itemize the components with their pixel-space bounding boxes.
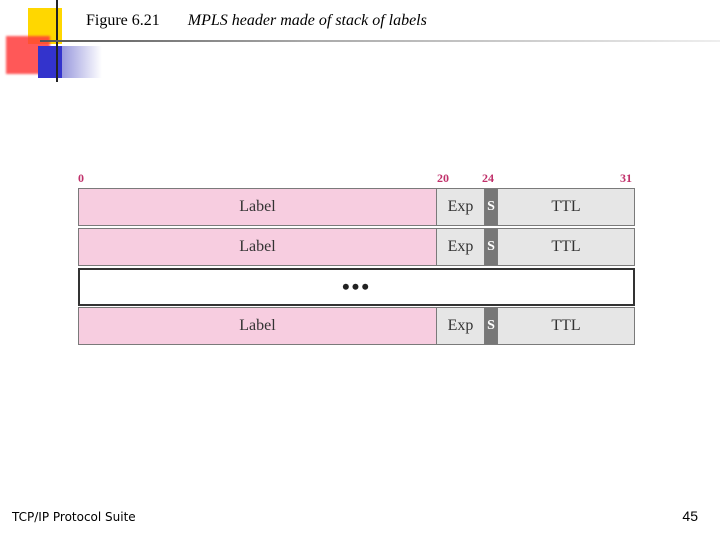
slide-title [86,12,427,30]
ttl-field: TTL [498,189,634,225]
exp-field: Exp [437,189,485,225]
page-number: 45 [682,508,698,524]
label-field: Label [79,308,437,344]
ttl-field: TTL [498,229,634,265]
figure-caption: MPLS header made of stack of labels [187,12,427,29]
label-entry-2 [78,228,635,266]
bit-position-0: 0 [78,171,84,185]
bit-position-20: 20 [437,171,449,185]
label-entry-1 [78,188,635,226]
decor-blue-fade [62,46,102,78]
exp-field: Exp [437,308,485,344]
bit-position-24: 24 [482,171,494,185]
label-entry-3 [78,307,635,345]
ellipsis-row: ••• [78,268,635,306]
exp-field: Exp [437,229,485,265]
figure-number: Figure 6.21 [86,12,160,29]
ttl-field: TTL [498,308,634,344]
footer-source: TCP/IP Protocol Suite [12,510,136,524]
decor-blue-square [38,46,62,78]
s-field: S [485,308,498,344]
label-field: Label [79,229,437,265]
label-field: Label [79,189,437,225]
bit-position-31: 31 [620,171,632,185]
s-field: S [485,229,498,265]
s-field: S [485,189,498,225]
decor-horizontal-line [40,40,720,42]
